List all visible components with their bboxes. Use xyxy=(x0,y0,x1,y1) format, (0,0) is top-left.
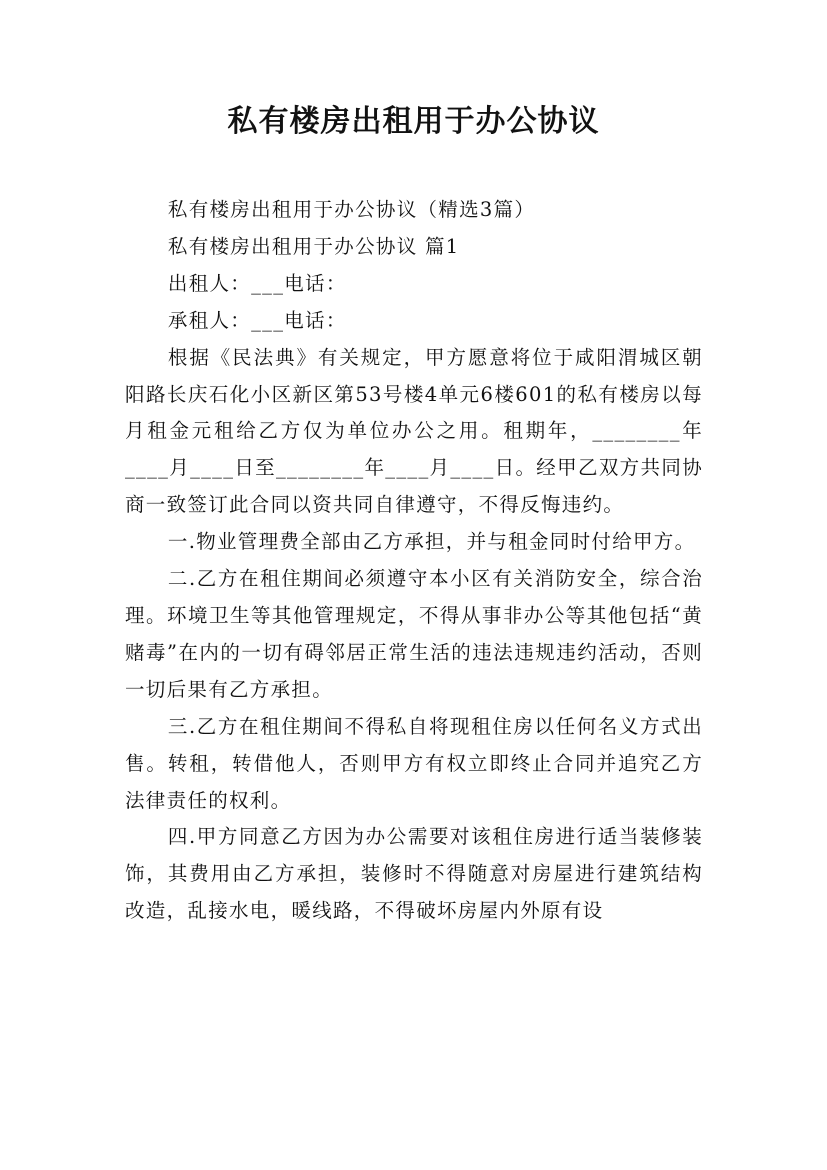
paragraph-lessee: 承租人：___电话： xyxy=(167,308,347,332)
paragraph-clause-1: 一.物业管理费全部由乙方承担，并与租金同时付给甲方。 xyxy=(167,530,696,554)
paragraph-lessor: 出租人：___电话： xyxy=(167,271,347,295)
paragraph-clause-3: 三.乙方在租住期间不得私自将现租住房以任何名义方式出售。转租，转借他人，否则甲方有权立即终止合同并追究乙方法律责任的权利。 xyxy=(125,714,703,812)
document-title: 私有楼房出租用于办公协议 xyxy=(227,104,600,139)
paragraph-section-heading: 私有楼房出租用于办公协议 篇1 xyxy=(167,234,460,258)
document-body xyxy=(125,192,703,930)
paragraph-clause-4: 四.甲方同意乙方因为办公需要对该租住房进行适当装修装饰，其费用由乙方承担，装修时不得随意对房屋进行建筑结构改造，乱接水电，暖线路，不得破坏房屋内外原有设 xyxy=(125,825,703,923)
paragraph-intro: 根据《民法典》有关规定，甲方愿意将位于咸阳渭城区朝阳路长庆石化小区新区第53号楼4单元6楼601的私有楼房以每月租金元租给乙方仅为单位办公之用。租期年，________年____月____日至________年____月____日。经甲乙双方共同协商一致签订此合同以资共同自律遵守，不得反悔违约。 xyxy=(125,345,703,517)
paragraph-subtitle: 私有楼房出租用于办公协议（精选3篇） xyxy=(167,198,536,221)
paragraph-clause-2: 二.乙方在租住期间必须遵守本小区有关消防安全，综合治理。环境卫生等其他管理规定，不得从事非办公等其他包括“黄赌毒”在内的一切有碍邻居正常生活的违法违规违约活动，否则一切后果有乙方承担。 xyxy=(125,567,703,701)
